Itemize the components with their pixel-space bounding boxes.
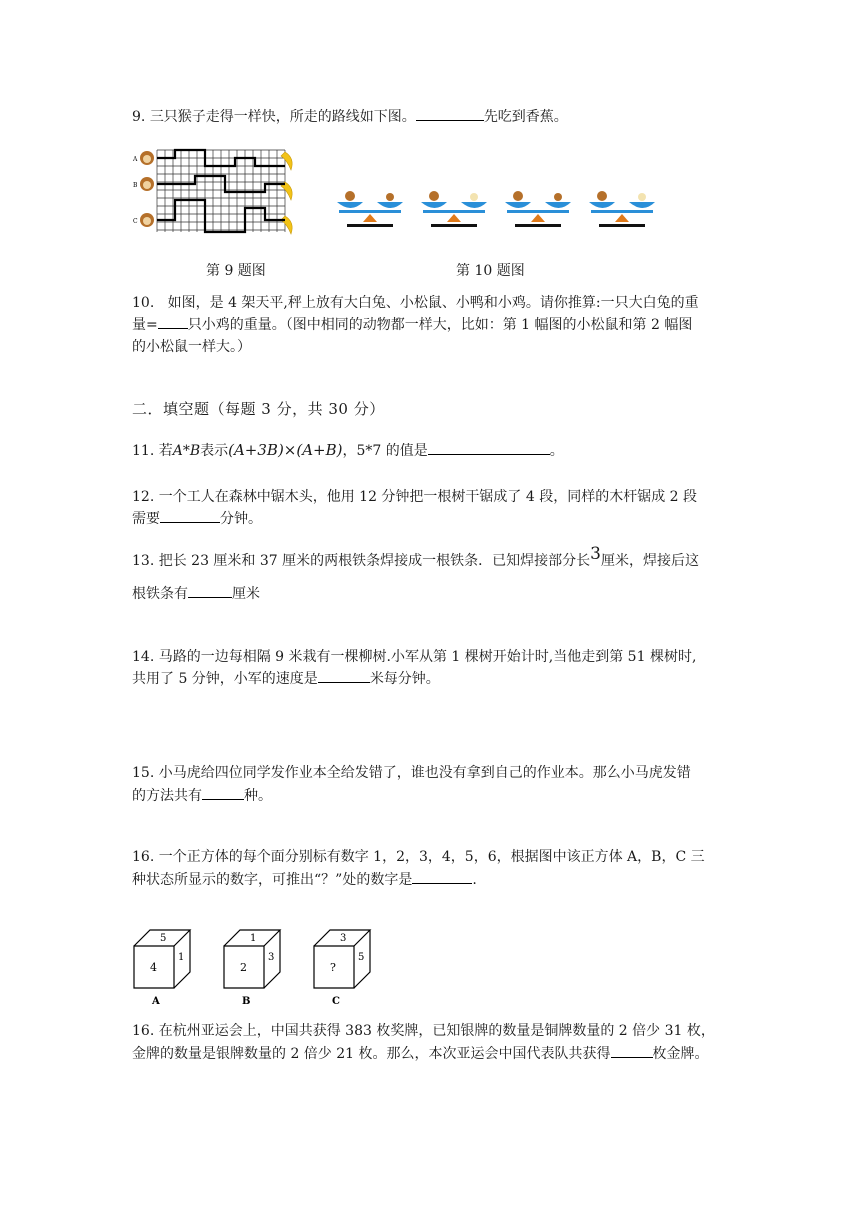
cube-c <box>314 930 370 1007</box>
q9-text-b: 先吃到香蕉。 <box>483 109 568 125</box>
q12-text-2b: 分钟。 <box>220 511 262 527</box>
q10-text-2a: 量= <box>132 317 158 333</box>
q15-text-2a: 的方法共有 <box>132 788 202 804</box>
cube-label: C <box>332 996 340 1007</box>
cube-side-number: 5 <box>358 952 365 963</box>
q9-number: 9. <box>132 109 146 125</box>
q9-text <box>132 106 568 127</box>
cube-front-number: 2 <box>240 961 247 974</box>
animal-icon <box>638 193 646 201</box>
animal-icon <box>470 193 478 201</box>
q9-caption: 第 9 题图 <box>206 263 266 279</box>
q10-line3: 的小松鼠一样大。） <box>132 339 251 355</box>
q15-answer-blank[interactable] <box>202 785 244 800</box>
q12-answer-blank[interactable] <box>160 508 220 523</box>
q16a-answer-blank[interactable] <box>412 869 472 884</box>
monkey-c-icon <box>140 213 154 227</box>
balance-scale-icon <box>337 191 403 227</box>
q16a-text-2b: . <box>472 872 477 888</box>
q14-text-2b: 米每分钟。 <box>369 671 440 687</box>
q13-text-1a: 13. 把长 23 厘米和 37 厘米的两根铁条焊接成一根铁条．已知焊接部分长 <box>132 553 591 569</box>
balance-scale-icon <box>505 191 571 227</box>
monkey-b-label: B <box>133 182 138 189</box>
cube-side-number: 3 <box>268 952 275 963</box>
q10-caption: 第 10 题图 <box>456 263 525 279</box>
q16a-line1: 16. 一个正方体的每个面分别标有数字 1，2，3，4，5，6，根据图中该正方体 A，B，C 三 <box>132 849 705 865</box>
q10-answer-blank[interactable] <box>158 314 188 329</box>
q11-answer-blank[interactable] <box>428 440 550 455</box>
q10-balances-figure <box>335 188 665 238</box>
cube-side-number: 1 <box>178 952 185 963</box>
q12-line1: 12. 一个工人在森林中锯木头，他用 12 分钟把一根树干锯成了 4 段，同样的木杆锯成 2 段 <box>132 489 698 505</box>
q9-text-a: 三只猴子走得一样快，所走的路线如下图。 <box>149 109 416 125</box>
q10-text-1: 如图，是 4 架天平,秤上放有大白兔、小松鼠、小鸭和小鸡。请你推算:一只大白兔的重 <box>167 295 699 311</box>
cube-top-number: 1 <box>250 933 257 944</box>
monkey-a-icon <box>140 151 154 165</box>
section-2-heading: 二．填空题（每题 3 分，共 30 分） <box>132 400 385 418</box>
q16b-text-2a: 金牌的数量是银牌数量的 2 倍少 21 枚。那么，本次亚运会中国代表队共获得 <box>132 1046 611 1062</box>
banana-c-icon <box>281 216 292 234</box>
balance-scale-icon <box>589 191 655 227</box>
animal-icon <box>386 193 394 201</box>
q14-line2 <box>132 668 440 688</box>
cube-front-number: ? <box>330 961 336 974</box>
q13-answer-blank[interactable] <box>188 583 232 598</box>
q16b-line2 <box>132 1043 709 1063</box>
q15-text-2b: 种。 <box>244 788 272 804</box>
q10-text-2b: 只小鸡的重量。（图中相同的动物都一样大，比如：第 1 幅图的小松鼠和第 2 幅图 <box>187 317 693 333</box>
q13-text-1b: 厘米，焊接后这 <box>600 553 699 569</box>
cube-a <box>134 930 190 1007</box>
q11-pre: 若 <box>158 443 173 459</box>
cube-label: A <box>152 996 160 1007</box>
animal-icon <box>554 193 562 201</box>
q11-mid: 表示 <box>200 443 229 459</box>
q16b-line1: 16. 在杭州亚运会上，中国共获得 383 枚奖牌，已知银牌的数量是铜牌数量的 2 倍少 31 枚， <box>132 1023 715 1039</box>
balance-scale-icon <box>421 191 487 227</box>
cube-front-number: 4 <box>150 961 157 974</box>
q13-text-2a: 根铁条有 <box>132 586 188 602</box>
q14-text-2a: 共用了 5 分钟，小军的速度是 <box>132 671 318 687</box>
q11-expr2: (A+3B)×(A+B) <box>228 441 343 459</box>
q13-line2 <box>132 583 260 603</box>
cube-label: B <box>242 996 251 1007</box>
cube-top-number: 3 <box>340 933 347 944</box>
q13-number-3: 3 <box>590 544 601 564</box>
banana-a-icon <box>281 152 292 170</box>
q15-line2 <box>132 785 272 805</box>
animal-icon <box>597 191 607 201</box>
monkey-a-label: A <box>133 156 138 163</box>
q9-answer-blank[interactable] <box>416 106 484 121</box>
q13-line1 <box>132 544 699 570</box>
q11-line <box>132 440 564 460</box>
q14-line1: 14. 马路的一边每相隔 9 米栽有一棵柳树.小军从第 1 棵树开始计时,当他走到第 51 棵树时, <box>132 649 697 665</box>
q14-answer-blank[interactable] <box>318 668 370 683</box>
animal-icon <box>429 191 439 201</box>
q12-line2 <box>132 508 262 528</box>
monkey-b-icon <box>140 177 154 191</box>
q16a-text-2a: 种状态所显示的数字，可推出“？”处的数字是 <box>132 872 413 888</box>
q16a-line2 <box>132 869 477 889</box>
q16-cubes-figure <box>130 926 390 1006</box>
monkey-c-label: C <box>133 218 138 225</box>
q11-end: 。 <box>549 443 564 459</box>
q10-line2 <box>132 314 692 334</box>
cube-b <box>224 930 280 1007</box>
q10-number: 10. <box>132 295 155 311</box>
q11-expr3: ，5*7 的值是 <box>342 443 428 459</box>
q16b-answer-blank[interactable] <box>611 1043 653 1058</box>
cube-top-number: 5 <box>160 933 167 944</box>
q12-text-2a: 需要 <box>132 511 160 527</box>
q11-number: 11. <box>132 443 155 459</box>
q16b-text-2b: 枚金牌。 <box>652 1046 709 1062</box>
q15-line1: 15. 小马虎给四位同学发作业本全给发错了，谁也没有拿到自己的作业本。那么小马虎发错 <box>132 765 691 781</box>
q9-maze-figure <box>135 148 310 236</box>
q10-line1 <box>132 292 699 312</box>
animal-icon <box>345 191 355 201</box>
animal-icon <box>513 191 523 201</box>
q13-text-2b: 厘米 <box>232 586 260 602</box>
q11-expr1: A*B <box>172 443 201 459</box>
